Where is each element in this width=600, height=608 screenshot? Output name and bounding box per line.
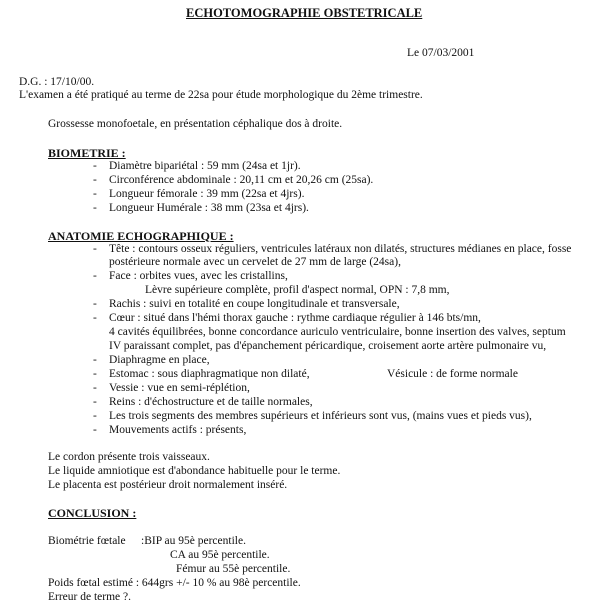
ca-result: CA au 95è percentile. <box>170 549 270 561</box>
biometrie-item: Longueur fémorale : 39 mm (22sa et 4jrs). <box>109 188 305 200</box>
biometrie-item: Circonférence abdominale : 20,11 cm et 20,26 cm (25sa). <box>109 174 374 186</box>
anatomie-line: Rachis : suivi en totalité en coupe longitudinale et transversale, <box>109 298 400 310</box>
anatomie-line: Les trois segments des membres supérieurs et inférieurs sont vus, (mains vues et pieds vus), <box>109 410 532 422</box>
anatomie-line: Cœur : situé dans l'hémi thorax gauche : rythme cardiaque régulier à 146 bts/mn, <box>109 312 481 324</box>
poids-foetal: Poids fœtal estimé : 644grs +/- 10 % au 98è percentile. <box>48 577 301 589</box>
anatomie-line: Face : orbites vues, avec les cristallins, <box>109 270 288 282</box>
biometrie-foetale-label: Biométrie fœtale <box>48 535 126 547</box>
pregnancy-text: Grossesse monofoetale, en présentation céphalique dos à droite. <box>48 118 343 130</box>
dg-line: D.G. : 17/10/00. <box>19 76 95 88</box>
bullet-dash: - <box>93 270 97 282</box>
conclusion-heading: CONCLUSION : <box>48 506 137 520</box>
bullet-dash: - <box>93 396 97 408</box>
vesicule-text: Vésicule : de forme normale <box>387 368 518 380</box>
bullet-dash: - <box>93 188 97 200</box>
bullet-dash: - <box>93 410 97 422</box>
bullet-dash: - <box>93 298 97 310</box>
anatomie-line: Lèvre supérieure complète, profil d'aspect normal, OPN : 7,8 mm, <box>145 284 450 296</box>
anatomie-line: Tête : contours osseux réguliers, ventricules latéraux non dilatés, structures médianes en place, fosse <box>109 243 572 255</box>
biometrie-heading: BIOMETRIE : <box>48 146 126 160</box>
erreur-terme: Erreur de terme ?. <box>48 591 132 603</box>
bullet-dash: - <box>93 368 97 380</box>
biometrie-item: Diamètre bipariétal : 59 mm (24sa et 1jr). <box>109 160 301 172</box>
anatomie-line: Estomac : sous diaphragmatique non dilaté, <box>109 368 310 380</box>
biometrie-item: Longueur Humérale : 38 mm (23sa et 4jrs). <box>109 202 309 214</box>
anatomie-heading: ANATOMIE ECHOGRAPHIQUE : <box>48 229 234 243</box>
bullet-dash: - <box>93 243 97 255</box>
annexe-line: Le liquide amniotique est d'abondance habituelle pour le terme. <box>48 465 341 477</box>
bullet-dash: - <box>93 382 97 394</box>
bullet-dash: - <box>93 424 97 436</box>
bip-result: :BIP au 95è percentile. <box>141 535 246 547</box>
bullet-dash: - <box>93 354 97 366</box>
annexe-line: Le placenta est postérieur droit normalement inséré. <box>48 479 288 491</box>
document-title: ECHOTOMOGRAPHIE OBSTETRICALE <box>186 6 423 20</box>
anatomie-line: Diaphragme en place, <box>109 354 210 366</box>
femur-result: Fémur au 55è percentile. <box>176 563 291 575</box>
anatomie-line: Mouvements actifs : présents, <box>109 424 247 436</box>
anatomie-line: postérieure normale avec un cervelet de 27 mm de large (24sa), <box>109 256 401 268</box>
report-date: Le 07/03/2001 <box>407 47 475 59</box>
anatomie-line: Reins : d'échostructure et de taille normales, <box>109 396 313 408</box>
anatomie-line: Vessie : vue en semi-réplétion, <box>109 382 250 394</box>
anatomie-line: IV paraissant complet, pas d'épanchement péricardique, croisement aorte artère pulmonaire vu, <box>109 340 547 352</box>
anatomie-line: 4 cavités équilibrées, bonne concordance auriculo ventriculaire, bonne insertion des valves, septum <box>109 326 566 338</box>
bullet-dash: - <box>93 160 97 172</box>
intro-text: L'examen a été pratiqué au terme de 22sa pour étude morphologique du 2ème trimestre. <box>19 89 423 101</box>
bullet-dash: - <box>93 312 97 324</box>
bullet-dash: - <box>93 174 97 186</box>
bullet-dash: - <box>93 202 97 214</box>
annexe-line: Le cordon présente trois vaisseaux. <box>48 451 210 463</box>
